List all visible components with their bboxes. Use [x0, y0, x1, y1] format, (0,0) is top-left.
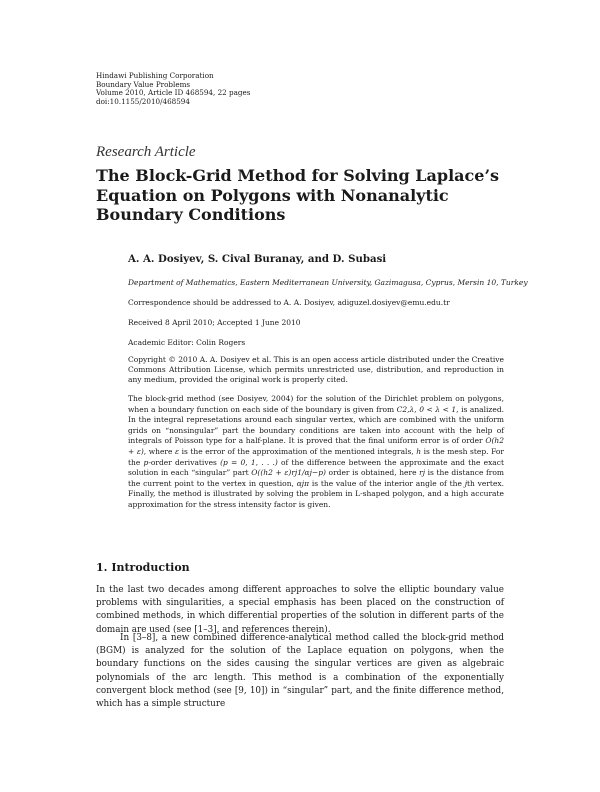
title-line-2: Equation on Polygons with Nonanalytic	[96, 185, 449, 205]
copyright-notice: Copyright © 2010 A. A. Dosiyev et al. This is an open access article distributed under the Creative Commons Attribution License, which permits unrestricted use, distribution, and reproduction in any medium, provided the original work is properly cited.	[128, 355, 504, 384]
abstract-text-11: th vertex. Finally, the method is illustrated by solving the problem in L-shaped polygon, and a high accurate approximation for the stress intensity factor is given.	[128, 478, 504, 509]
doi-line[interactable]: doi:10.1155/2010/468594	[96, 96, 190, 106]
journal-header	[96, 72, 250, 106]
abstract	[128, 394, 504, 511]
abstract-text-1: The block-grid method (see Dosiyev, 2004) for the solution of the Dirichlet problem on polygons, when a boundary function on each side of the boundary is given from	[128, 394, 504, 414]
received-dates: Received 8 April 2010; Accepted 1 June 2010	[128, 318, 301, 327]
volume-line: Volume 2010, Article ID 468594, 22 pages	[96, 88, 251, 98]
intro-paragraph-1: In the last two decades among different approaches to solve the elliptic boundary value problems with singularities, a special emphasis has been placed on the construction of combined methods, in which differential properties of the solution in different parts of the domain are used (see [1–3], and references therein).	[96, 585, 504, 635]
paper-title	[96, 166, 500, 225]
math-j: j	[464, 478, 468, 488]
math-epsilon: ε	[175, 446, 180, 456]
abstract-text-9: is the distance from the current point to the vertex in question,	[128, 468, 505, 488]
publisher-line: Hindawi Publishing Corporation	[96, 71, 214, 80]
affiliation: Department of Mathematics, Eastern Mediterranean University, Gazimagusa, Cyprus, Mersin 10, Turkey	[128, 278, 528, 287]
abstract-text-4: is the error of the approximation of the mentioned integrals,	[179, 446, 417, 456]
section-number: 1.	[96, 561, 108, 574]
intro-paragraph-2: In [3–8], a new combined difference-analytical method called the block-grid method (BGM) is analyzed for the solution of the Laplace equation on polygons, when the boundary functions on the sides causing the singular vertices are given as algebraic polynomials of the arc length. This method is a combination of the exponentially convergent block method (see [9, 10]) in “singular” part, and the finite difference method, which has a simple structure	[96, 633, 504, 710]
math-rj: rj	[419, 468, 426, 478]
abstract-text-8: order is obtained, here	[325, 468, 420, 478]
math-error-order: O(h2 + ε)	[128, 436, 504, 456]
math-holder-class: C2,λ, 0 < λ < 1	[396, 404, 457, 414]
abstract-text-3: , where	[143, 446, 176, 456]
title-line-1: The Block-Grid Method for Solving Laplace’s	[96, 166, 500, 185]
math-singular-order: O((h2 + ε)rj1/αj−p)	[251, 468, 326, 478]
academic-editor: Academic Editor: Colin Rogers	[128, 338, 246, 347]
math-alpha: αjπ	[296, 478, 310, 488]
article-type: Research Article	[96, 144, 196, 160]
author-list: A. A. Dosiyev, S. Cival Buranay, and D. Subasi	[128, 253, 387, 265]
abstract-text-2: , is analized. In the integral represetations around each singular vertex, which are combined with the uniform grids on “nonsingular” part the boundary conditions are taken into account with the help of integrals of Poisson type for a half-plane. It is proved that the final uniform error is of order	[128, 404, 504, 446]
section-title: Introduction	[111, 561, 190, 574]
journal-name-line: Boundary Value Problems	[96, 79, 191, 89]
title-line-3: Boundary Conditions	[96, 205, 286, 224]
math-h: h	[416, 446, 422, 456]
abstract-text-6: -order derivatives	[148, 457, 221, 467]
math-p-range: (p = 0, 1, . . .)	[220, 457, 278, 467]
abstract-text-7: of the difference between the approximate and the exact solution in each “singular” part	[128, 457, 504, 478]
math-p: p	[143, 457, 149, 467]
abstract-text-5: is the mesh step. For the	[128, 446, 504, 467]
abstract-text-10: is the value of the interior angle of the	[309, 478, 465, 488]
section-heading-introduction	[96, 561, 190, 574]
correspondence: Correspondence should be addressed to A. A. Dosiyev, adiguzel.dosiyev@emu.edu.tr	[128, 298, 450, 307]
